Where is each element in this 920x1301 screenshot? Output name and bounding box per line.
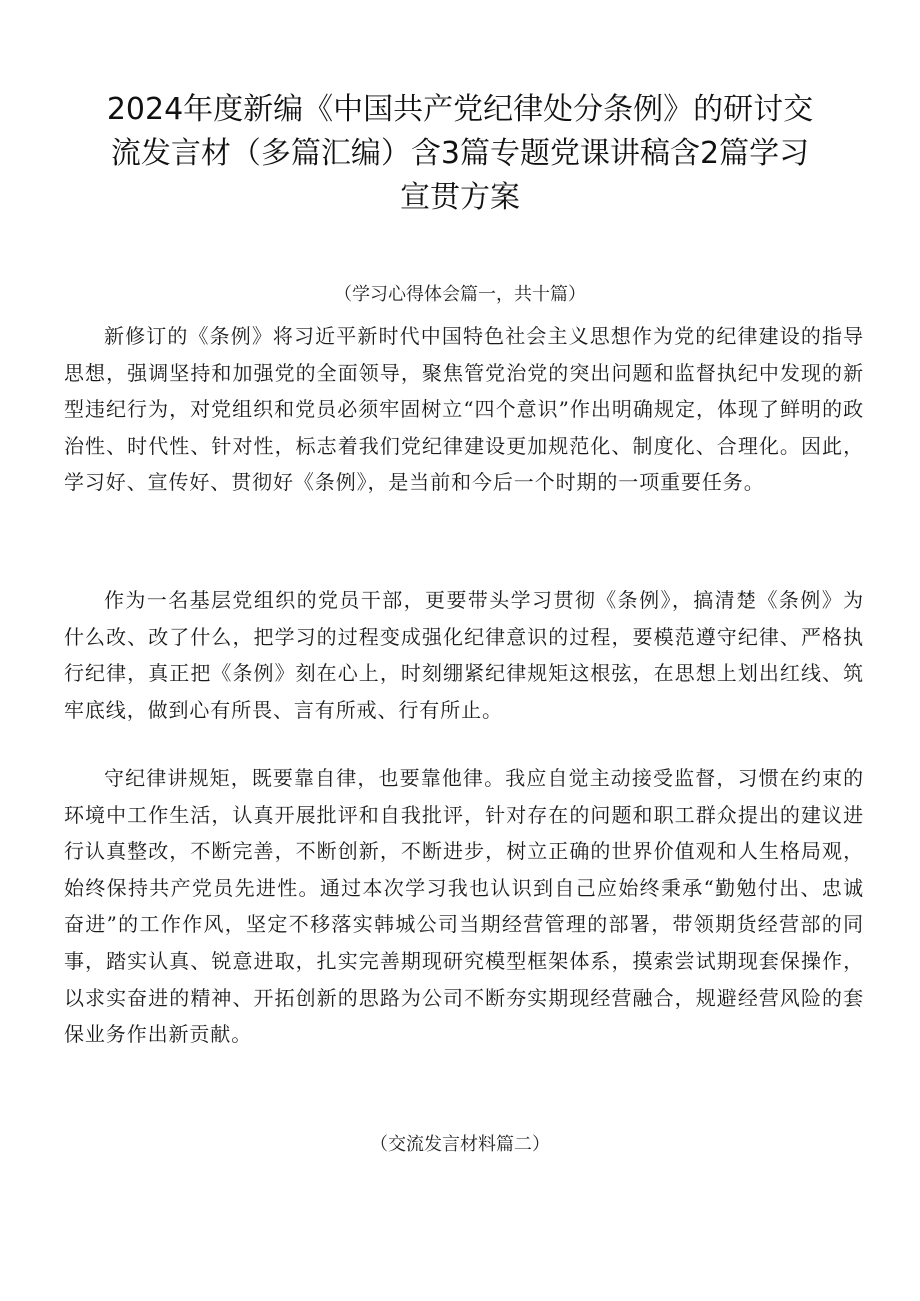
paragraph-3: 守纪律讲规矩，既要靠自律，也要靠他律。我应自觉主动接受监督，习惯在约束的环境中工作生活，认真开展批评和自我批评，针对存在的问题和职工群众提出的建议进行认真整改，不断完善，不断创新，不断进步，树立正确的世界价值观和人生格局观，始终保持共产党员先进性。通过本次学习我也认识到自己应始终秉承“勤勉付出、忠诚奋进”的工作作风，坚定不移落实韩城公司当期经营管理的部署，带领期货经营部的同事，踏实认真、锐意进取，扎实完善期现研究模型框架体系，摸索尝试期现套保操作，以求实奋进的精神、开拓创新的思路为公司不断夯实期现经营融合，规避经营风险的套保业务作出新贡献。 — [64, 766, 864, 1047]
paragraph-1: 新修订的《条例》将习近平新时代中国特色社会主义思想作为党的纪律建设的指导思想，强调坚持和加强党的全面领导，聚焦管党治党的突出问题和监督执纪中发现的新型违纪行为，对党组织和党员必须牢固树立“四个意识”作出明确规定，体现了鲜明的政治性、时代性、针对性，标志着我们党纪律建设更加规范化、制度化、合理化。因此，学习好、宣传好、贯彻好《条例》，是当前和今后一个时期的一项重要任务。 — [64, 324, 864, 495]
paragraph-2: 作为一名基层党组织的党员干部，更要带头学习贯彻《条例》，搞清楚《条例》为什么改、改了什么，把学习的过程变成强化纪律意识的过程，要模范遵守纪律、严格执行纪律，真正把《条例》刻在心上，时刻绷紧纪律规矩这根弦，在思想上划出红线、筑牢底线，做到心有所畏、言有所戒、行有所止。 — [64, 588, 864, 722]
title-line-2: 流发言材（多篇汇编）含3篇专题党课讲稿含2篇学习 — [110, 136, 810, 171]
document-title — [100, 88, 820, 220]
title-line-3: 宣贯方案 — [400, 180, 520, 215]
section-heading-1: （学习心得体会篇一，共十篇） — [334, 284, 586, 305]
section-heading-2: （交流发言材料篇二） — [370, 1134, 550, 1155]
title-line-1: 2024年度新编《中国共产党纪律处分条例》的研讨交 — [106, 92, 814, 127]
